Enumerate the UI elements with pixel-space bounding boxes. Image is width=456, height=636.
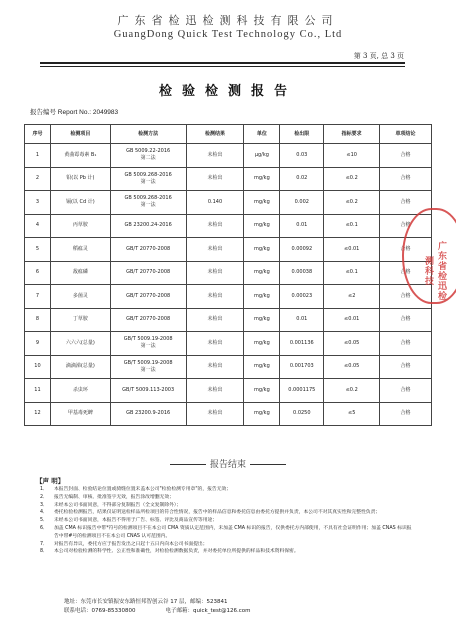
declaration-text: 加盖 CMA 标识报告中带*符号的检测项目不在本公司 CMA 资质认定范围内，未加盖 CMA 标识的报告，仅供委托方内部使用，不具有社会证明作用；加盖 CNAS 标识报告中带#号的检测项目不在本公司 CNAS 认可范围内。 <box>54 525 412 539</box>
table-cell: mg/kg <box>244 308 280 332</box>
table-cell: 敌瘟磷 <box>50 261 110 285</box>
table-row <box>25 285 432 309</box>
table-cell: 0.00038 <box>280 261 324 285</box>
table-cell: ≤0.2 <box>324 379 380 403</box>
table-cell: 0.001136 <box>280 332 324 356</box>
table-cell: 镉(以 Cd 计) <box>50 191 110 215</box>
table-cell: 合格 <box>380 214 432 238</box>
declaration-item <box>40 548 412 556</box>
table-cell: ≤0.2 <box>324 167 380 191</box>
report-end-marker <box>0 457 456 470</box>
declaration-item <box>40 494 412 502</box>
table-cell: 5 <box>25 238 51 262</box>
table-cell: 合格 <box>380 238 432 262</box>
declaration-number: 1． <box>40 487 48 492</box>
table-row <box>25 355 432 379</box>
table-cell: 合格 <box>380 379 432 403</box>
table-cell: 0.0001175 <box>280 379 324 403</box>
declaration-text: 未经本公司书面同意，本报告不得用于广告、标签、评比及商品宣传等用途； <box>54 518 218 524</box>
column-header: 检测结果 <box>186 125 244 144</box>
table-cell: 合格 <box>380 261 432 285</box>
footer-address: 地址：东莞市长安镇振安东路恒邦智创云谷 17 层，邮编：523841 <box>64 599 228 605</box>
table-cell: ≤0.1 <box>324 214 380 238</box>
table-cell: 未检出 <box>186 379 244 403</box>
declaration-text: 未经本公司书面同意，不得部分复制报告（全文复制除外）； <box>54 502 182 508</box>
report-end-text: 报告结束 <box>209 460 246 470</box>
table-cell: 铅(以 Pb 计) <box>50 167 110 191</box>
table-cell: 杀虫环 <box>50 379 110 403</box>
declaration-item <box>40 509 412 517</box>
table-cell: 0.0250 <box>280 402 324 426</box>
table-cell: ≤5 <box>324 402 380 426</box>
table-cell: mg/kg <box>244 191 280 215</box>
table-cell: 合格 <box>380 285 432 309</box>
table-cell: ≤0.2 <box>324 191 380 215</box>
table-cell: 丙草胺 <box>50 214 110 238</box>
table-row <box>25 167 432 191</box>
table-cell: 丁草胺 <box>50 308 110 332</box>
table-cell: 甲基毒死蜱 <box>50 402 110 426</box>
table-cell: 0.00023 <box>280 285 324 309</box>
company-name-en: GuangDong Quick Test Technology Co., Ltd <box>113 29 343 40</box>
table-cell: μg/kg <box>244 144 280 168</box>
table-cell: 未检出 <box>186 144 244 168</box>
table-cell: ≤0.1 <box>324 261 380 285</box>
table-header-row <box>25 125 432 144</box>
declaration-number: 8． <box>40 549 48 555</box>
column-header: 单项结论 <box>380 125 432 144</box>
table-cell: 合格 <box>380 144 432 168</box>
table-cell: 稻瘟灵 <box>50 238 110 262</box>
table-cell: 6 <box>25 261 51 285</box>
table-cell: mg/kg <box>244 355 280 379</box>
column-header: 检测方法 <box>110 125 186 144</box>
results-table <box>24 124 432 426</box>
table-cell: 0.001703 <box>280 355 324 379</box>
table-cell: ≤10 <box>324 144 380 168</box>
declaration-number: 6． <box>40 525 48 531</box>
table-cell: 未检出 <box>186 402 244 426</box>
table-cell: mg/kg <box>244 332 280 356</box>
end-dash-right <box>250 464 286 465</box>
table-cell: GB 23200.9-2016 <box>110 402 186 426</box>
declaration-number: 3． <box>40 502 48 508</box>
footer-contact <box>64 598 251 616</box>
table-cell: 9 <box>25 332 51 356</box>
table-cell: GB/T 20770-2008 <box>110 308 186 332</box>
header-rule <box>40 62 405 64</box>
table-cell: 8 <box>25 308 51 332</box>
table-cell: 4 <box>25 214 51 238</box>
table-cell: 未检出 <box>186 285 244 309</box>
declaration-number: 4． <box>40 510 48 516</box>
table-row <box>25 332 432 356</box>
table-cell: 0.02 <box>280 167 324 191</box>
table-cell: 滴滴涕(总量) <box>50 355 110 379</box>
declaration-item <box>40 502 412 510</box>
table-cell: ≤0.01 <box>324 238 380 262</box>
header-rule-thin <box>40 66 405 67</box>
table-cell: mg/kg <box>244 214 280 238</box>
table-cell: GB/T 20770-2008 <box>110 261 186 285</box>
table-cell: ≤2 <box>324 285 380 309</box>
table-cell: mg/kg <box>244 402 280 426</box>
table-cell: GB/T 20770-2008 <box>110 238 186 262</box>
table-cell: mg/kg <box>244 379 280 403</box>
declaration-item <box>40 525 412 541</box>
table-cell: 0.00092 <box>280 238 324 262</box>
table-cell: GB 5009.268-2016 第一法 <box>110 167 186 191</box>
table-cell: mg/kg <box>244 238 280 262</box>
table-row <box>25 214 432 238</box>
declaration-list <box>40 486 412 556</box>
table-cell: 1 <box>25 144 51 168</box>
table-cell: 10 <box>25 355 51 379</box>
table-cell: 六六六(总量) <box>50 332 110 356</box>
table-cell: mg/kg <box>244 285 280 309</box>
page-info: 第 3 页, 总 3 页 <box>353 52 404 60</box>
table-cell: 3 <box>25 191 51 215</box>
declaration-item <box>40 517 412 525</box>
table-cell: 0.01 <box>280 308 324 332</box>
table-cell: GB/T 5009.19-2008 第一法 <box>110 332 186 356</box>
table-cell: mg/kg <box>244 261 280 285</box>
declaration-text: 本公司对检验检测的科学性、公正性和准确性，对检验检测数据负责，并对委托单位所提供的样品和技术资料保密。 <box>54 549 299 555</box>
table-cell: 合格 <box>380 332 432 356</box>
column-header: 指标要求 <box>324 125 380 144</box>
table-cell: GB 5009.268-2016 第一法 <box>110 191 186 215</box>
declaration-title: 【声 明】 <box>36 477 65 485</box>
table-cell: 未检出 <box>186 308 244 332</box>
company-seal <box>402 208 456 304</box>
table-cell: 未检出 <box>186 214 244 238</box>
table-cell: 多菌灵 <box>50 285 110 309</box>
table-cell: 11 <box>25 379 51 403</box>
column-header: 检测项目 <box>50 125 110 144</box>
declaration-text: 报告无编制、审核、批准签字无效，报告涂改增删无效； <box>54 494 174 500</box>
table-cell: GB/T 5009.113-2003 <box>110 379 186 403</box>
declaration-number: 7． <box>40 541 48 547</box>
table-cell: 2 <box>25 167 51 191</box>
table-row <box>25 238 432 262</box>
table-cell: 12 <box>25 402 51 426</box>
table-cell: 未检出 <box>186 238 244 262</box>
table-cell: 合格 <box>380 355 432 379</box>
declaration-text: 本报告封面、检验结论位置或骑缝位置未盖本公司"检验检测专用章"的，报告无效； <box>54 487 232 492</box>
declaration-text: 对报告有异议，委托方应于报告发出之日起十五日内向本公司书面提出； <box>54 541 208 547</box>
table-cell: ≤0.01 <box>324 308 380 332</box>
table-cell: 7 <box>25 285 51 309</box>
table-cell: ≤0.05 <box>324 332 380 356</box>
table-cell: ≤0.05 <box>324 355 380 379</box>
table-cell: 合格 <box>380 402 432 426</box>
table-cell: 未检出 <box>186 261 244 285</box>
end-dash-left <box>170 464 206 465</box>
column-header: 检出限 <box>280 125 324 144</box>
table-row <box>25 308 432 332</box>
table-cell: 合格 <box>380 308 432 332</box>
table-row <box>25 144 432 168</box>
column-header: 单位 <box>244 125 280 144</box>
table-cell: GB/T 20770-2008 <box>110 285 186 309</box>
table-cell: 0.01 <box>280 214 324 238</box>
declaration-text: 委托检验检测报告，结果仅证明送检样品所检项目的符合性情况，报告中的样品信息和委托信息由委托方提供并负责，本公司不对其真实性和完整性负责； <box>54 510 381 516</box>
declaration-item <box>40 541 412 549</box>
table-cell: GB 23200.24-2016 <box>110 214 186 238</box>
report-number: 报告编号 Report No.: 2049983 <box>30 109 119 116</box>
column-header: 序号 <box>25 125 51 144</box>
footer-email: 电子邮箱：quick_test@126.com <box>165 608 251 614</box>
table-cell: GB/T 5009.19-2008 第一法 <box>110 355 186 379</box>
table-cell: 0.03 <box>280 144 324 168</box>
table-cell: 未检出 <box>186 332 244 356</box>
table-cell: 0.002 <box>280 191 324 215</box>
company-name-cn: 广东省检迅检测科技有限公司 <box>117 14 339 27</box>
declaration-number: 2． <box>40 494 48 500</box>
declaration-number: 5． <box>40 518 48 524</box>
table-cell: 合格 <box>380 167 432 191</box>
table-cell: GB 5009.22-2016 第二法 <box>110 144 186 168</box>
table-body <box>25 144 432 426</box>
table-cell: 合格 <box>380 191 432 215</box>
table-row <box>25 379 432 403</box>
table-row <box>25 261 432 285</box>
table-cell: mg/kg <box>244 167 280 191</box>
table-cell: 未检出 <box>186 167 244 191</box>
report-title: 检验检测报告 <box>158 84 297 99</box>
footer-phone: 联系电话：0769-85330800 <box>64 608 136 614</box>
table-cell: 0.140 <box>186 191 244 215</box>
table-cell: 黄曲霉毒素 B₁ <box>50 144 110 168</box>
table-row <box>25 191 432 215</box>
table-cell: 未检出 <box>186 355 244 379</box>
table-row <box>25 402 432 426</box>
declaration-item <box>40 486 412 494</box>
seal-text: 广东省检迅检测科技 <box>423 241 446 301</box>
